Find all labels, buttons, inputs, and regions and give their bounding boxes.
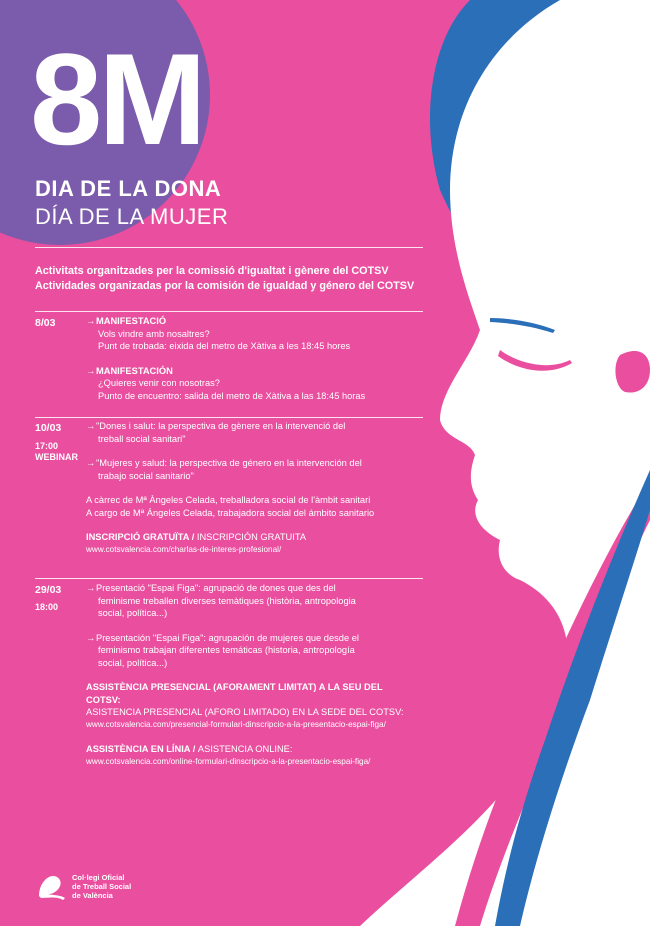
arrow-icon: → <box>86 632 96 643</box>
subtitle-spanish: DÍA DE LA MUJER <box>35 204 229 229</box>
event-text: Punto de encuentro: salida del metro de Xàtiva a las 18:45 horas <box>98 390 366 401</box>
event-text: social, política...) <box>98 657 168 668</box>
event-text: feminisme treballen diverses temàtiques (història, antropologia <box>98 595 356 606</box>
event-type: WEBINAR <box>35 452 78 462</box>
cotsv-logo-icon <box>35 872 69 902</box>
event-text: "Dones i salut: la perspectiva de gènere en la intervenció del <box>96 421 346 431</box>
intro-catalan: Activitats organitzades per la comissió d'igualtat i gènere del COTSV <box>35 265 389 277</box>
intro-text <box>35 264 414 294</box>
registration-spanish: INSCRIPCIÓN GRATUITA <box>196 532 307 542</box>
arrow-icon: → <box>86 316 96 326</box>
event-text: trabajo social sanitario" <box>98 470 194 481</box>
online-catalan: ASSISTÈNCIA EN LÍNIA <box>86 744 191 754</box>
org-line: Col·legi Oficial <box>72 873 125 882</box>
org-line: de València <box>72 891 113 900</box>
event-text: feminismo trabajan diferentes temáticas (historia, antropología <box>98 645 355 655</box>
online-spanish: ASISTENCIA ONLINE: <box>197 744 293 754</box>
event-time: 17:00 <box>35 441 59 451</box>
separator: / <box>189 532 197 542</box>
subtitle-catalan: DIA DE LA DONA <box>35 176 222 201</box>
online-link[interactable]: www.cotsvalencia.com/online-formulari-dinscripcio-a-la-presentacio-espai-figa/ <box>86 756 371 766</box>
divider <box>35 578 423 579</box>
event-time: 18:00 <box>35 602 59 612</box>
divider <box>35 417 423 418</box>
big-title: 8M <box>30 26 203 172</box>
presencial-spanish: ASISTENCIA PRESENCIAL (AFORO LIMITADO) EN LA SEDE DEL COTSV: <box>86 707 404 717</box>
presencial-link[interactable]: www.cotsvalencia.com/presencial-formulari-dinscripcio-a-la-presentacio-espai-figa/ <box>86 719 386 729</box>
event-text: "Mujeres y salud: la perspectiva de género en la intervención del <box>96 458 362 468</box>
event-date: 8/03 <box>35 317 56 329</box>
event-title: MANIFESTACIÓN <box>96 365 173 376</box>
arrow-icon: → <box>86 458 96 468</box>
intro-spanish: Actividades organizadas por la comisión de igualdad y género del COTSV <box>35 280 415 292</box>
event-text: Vols vindre amb nosaltres? <box>98 328 210 339</box>
speaker-spanish: A cargo de Mª Ángeles Celada, trabajadora social del ámbito sanitario <box>86 507 375 518</box>
event-manifestacio <box>86 315 416 402</box>
registration-catalan: INSCRIPCIÓ GRATUÏTA <box>86 532 190 542</box>
event-text: Punt de trobada: eixida del metro de Xàtiva a les 18:45 hores <box>98 341 351 351</box>
arrow-icon: → <box>86 583 96 593</box>
divider <box>35 247 423 248</box>
event-title: MANIFESTACIÓ <box>96 316 167 326</box>
event-text: ¿Quieres venir con nosotras? <box>98 378 220 388</box>
separator: / <box>190 744 198 754</box>
presencial-catalan: ASSISTÈNCIA PRESENCIAL (AFORAMENT LIMITAT) A LA SEU DEL COTSV: <box>86 682 383 705</box>
event-date: 29/03 <box>35 584 62 596</box>
event-text: Presentación "Espai Figa": agrupación de mujeres que desde el <box>96 632 359 643</box>
arrow-icon: → <box>86 421 96 431</box>
event-espai-figa <box>86 582 416 768</box>
registration-link[interactable]: www.cotsvalencia.com/charlas-de-interes-profesional/ <box>86 544 282 554</box>
org-line: de Treball Social <box>72 882 132 891</box>
divider <box>35 311 423 312</box>
event-webinar <box>86 420 416 556</box>
event-date: 10/03 <box>35 422 62 434</box>
event-text: social, política...) <box>98 608 168 618</box>
event-text: treball social sanitari" <box>98 433 186 444</box>
event-text: Presentació "Espai Figa": agrupació de dones que des del <box>96 583 336 593</box>
organization-name <box>72 873 131 900</box>
arrow-icon: → <box>86 365 96 376</box>
speaker-catalan: A càrrec de Mª Àngeles Celada, treballadora social de l'àmbit sanitari <box>86 495 371 505</box>
